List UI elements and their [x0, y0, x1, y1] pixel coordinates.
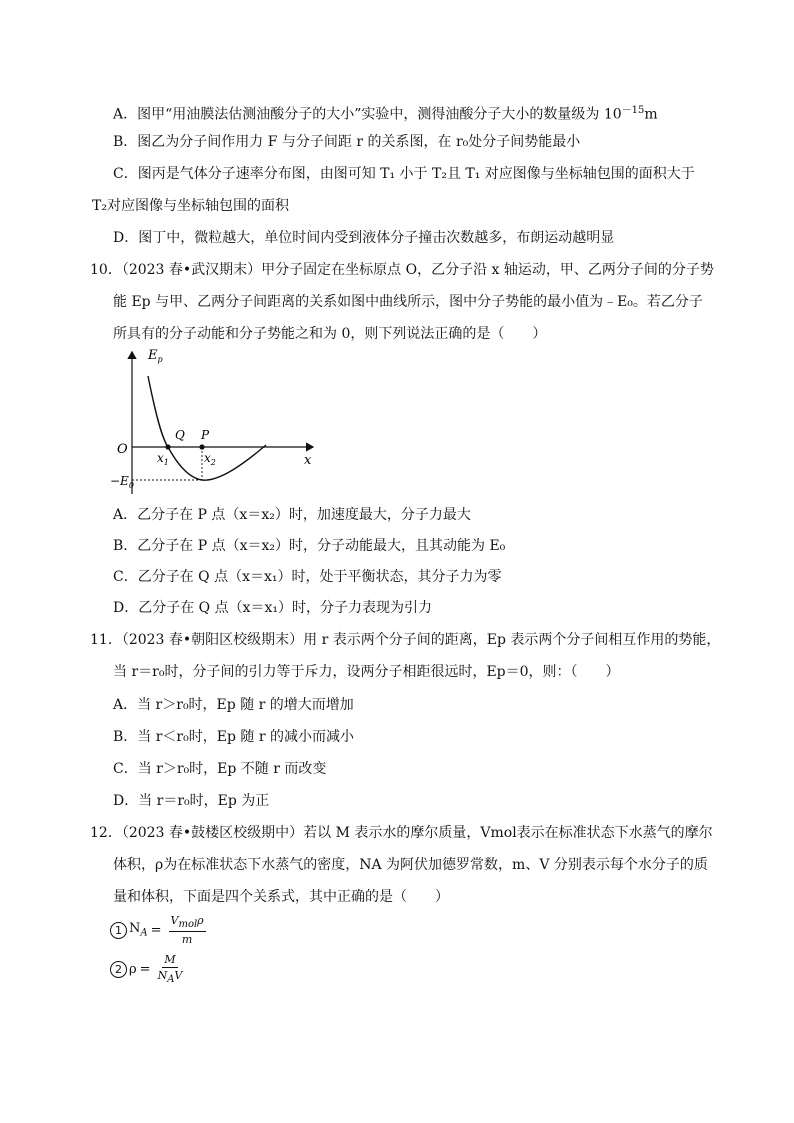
q11-option-b: B．当 r＜r₀时，Ep 随 r 的减小而减小 [113, 729, 354, 745]
q10-option-c: C．乙分子在 Q 点（x＝x₁）时，处于平衡状态，其分子力为零 [113, 569, 502, 585]
y-axis-label: $E_p$ [148, 348, 163, 364]
q9-option-d: D．图丁中，微粒越大，单位时间内受到液体分子撞击次数越多，布朗运动越明显 [113, 230, 615, 246]
q12-stem-line3: 量和体积，下面是四个关系式，其中正确的是（ ） [113, 889, 449, 905]
origin-label: O [117, 442, 128, 457]
formula-2-number: 2 [110, 961, 127, 978]
formula-1: 1 $N_A$ = $\frac{V_{mol}\rho}{m}$ [110, 914, 206, 946]
potential-energy-graph [108, 346, 328, 498]
point-q-label: Q [175, 428, 185, 442]
q9-option-c-line1: C．图丙是气体分子速率分布图，由图可知 T₁ 小于 T₂且 T₁ 对应图像与坐标轴包围的面积大于 [113, 166, 695, 182]
q10-option-a: A．乙分子在 P 点（x＝x₂）时，加速度最大，分子力最大 [113, 507, 471, 523]
q11-stem-line1: 11．（2023 春•朝阳区校级期末）用 r 表示两个分子间的距离，Ep 表示两个分子间相互作用的势能， [90, 632, 721, 648]
formula-1-lhs: $N_A$ [129, 921, 148, 939]
q11-option-c: C．当 r＞r₀时，Ep 不随 r 而改变 [113, 761, 327, 777]
q11-stem-line2: 当 r＝r₀时，分子间的引力等于斥力，设两分子相距很远时，Ep＝0，则：（ ） [113, 664, 620, 680]
q10-stem-line3: 所具有的分子动能和分子势能之和为 0，则下列说法正确的是（ ） [113, 326, 547, 342]
point-q-dot [165, 444, 170, 449]
q10-option-d: D．乙分子在 Q 点（x＝x₁）时，分子力表现为引力 [113, 600, 433, 616]
q11-option-d: D．当 r＝r₀时，Ep 为正 [113, 793, 270, 809]
q10-option-b: B．乙分子在 P 点（x＝x₂）时，分子动能最大，且其动能为 E₀ [113, 538, 506, 554]
x2-label: $x_2$ [204, 451, 216, 467]
formula-1-fraction: $\frac{V_{mol}\rho}{m}$ [170, 914, 204, 947]
formula-1-number: 1 [110, 922, 127, 939]
q12-stem-line2: 体积，ρ为在标准状态下水蒸气的密度，NA 为阿伏加德罗常数，m、V 分别表示每个水分子的质 [113, 857, 708, 873]
x1-label: $x_1$ [157, 451, 169, 467]
q11-option-a: A．当 r＞r₀时，Ep 随 r 的增大而增加 [113, 697, 354, 713]
formula-2: 2 ρ = $\frac{M}{N_AV}$ [110, 953, 182, 985]
point-p-dot [199, 444, 204, 449]
x-axis-label: x [304, 453, 312, 468]
q9-option-c-line2: T₂对应图像与坐标轴包围的面积 [92, 198, 289, 214]
q9-option-a: A．图甲“用油膜法估测油酸分子的大小”实验中，测得油酸分子大小的数量级为 $10^{-15}m$ [113, 105, 658, 123]
formula-2-fraction: $\frac{M}{N_AV}$ [157, 953, 183, 986]
q12-stem-line1: 12．（2023 春•鼓楼区校级期中）若以 M 表示水的摩尔质量，Vmol表示在标准状态下水蒸气的摩尔 [90, 825, 713, 841]
q10-stem-line1: 10．（2023 春•武汉期末）甲分子固定在坐标原点 O，乙分子沿 x 轴运动，甲、乙两分子间的分子势 [90, 262, 714, 278]
q9-option-b: B．图乙为分子间作用力 F 与分子间距 r 的关系图，在 r₀处分子间势能最小 [113, 134, 581, 150]
point-p-label: P [201, 428, 210, 442]
formula-2-lhs: ρ [129, 961, 137, 977]
q10-stem-line2: 能 Ep 与甲、乙两分子间距离的关系如图中曲线所示，图中分子势能的最小值为﹣E₀。若乙分子 [113, 294, 703, 310]
neg-e0-label: $-E_0$ [110, 474, 134, 490]
